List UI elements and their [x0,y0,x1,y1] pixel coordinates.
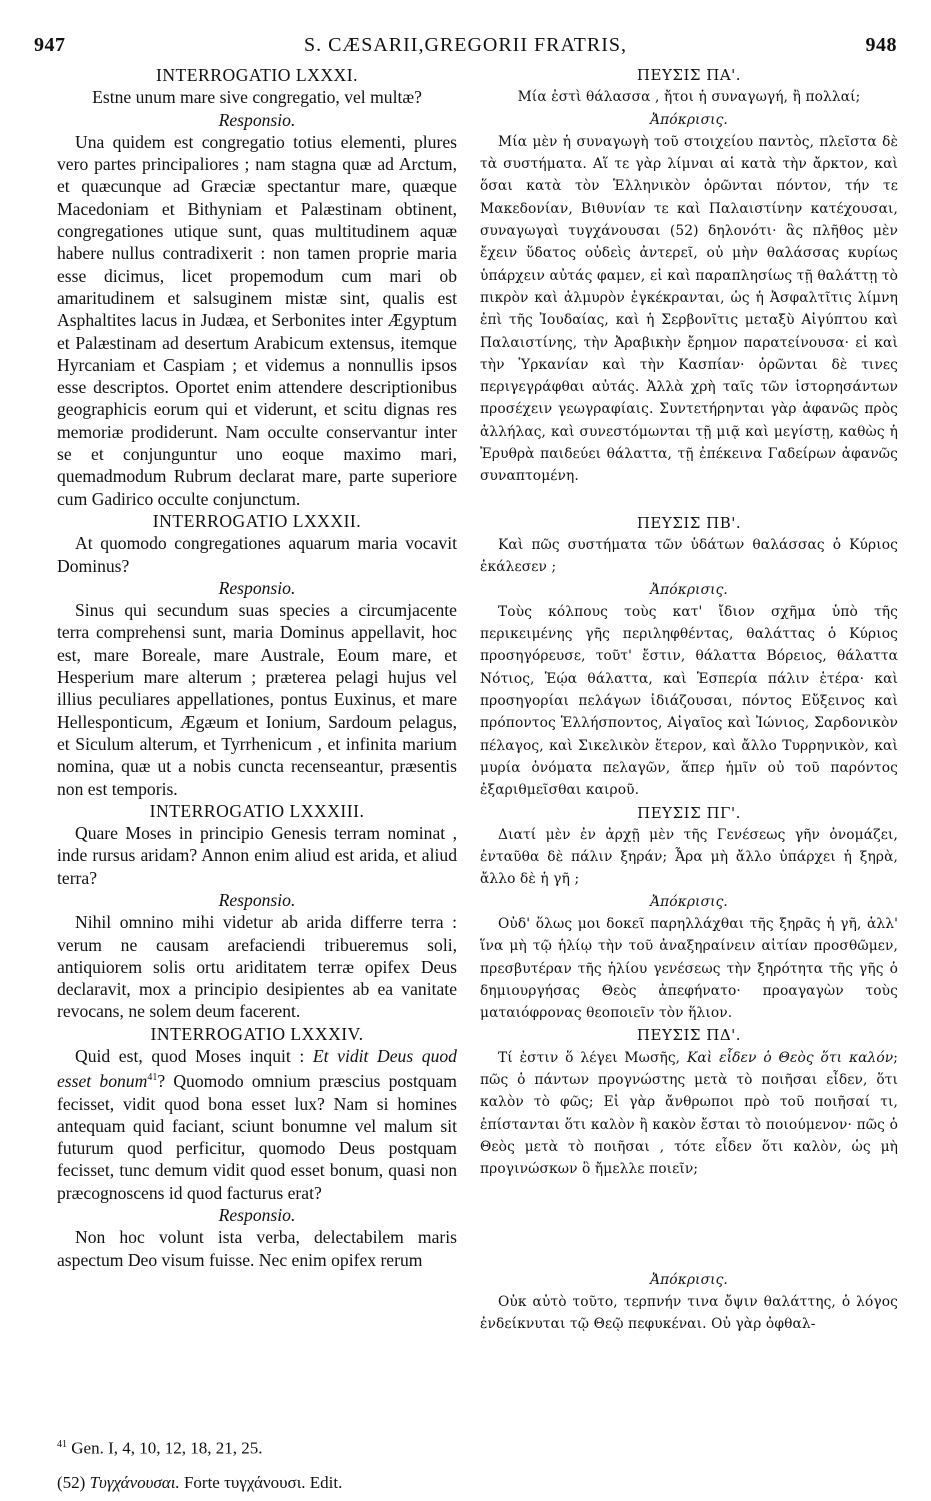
section-title: ΠΕΥΣΙΣ ΠΓ'. [637,803,741,822]
footnotes [57,1428,477,1500]
question: Διατί μὲν ἐν ἀρχῇ μὲν τῆς Γενέσεως γῆν ὀνομάζει, ἐνταῦθα δὲ πάλιν ξηράν; Ἆρα μὴ ἄλλο ὑπάρχει ἡ ξηρὰ, ἄλλο δὲ ἡ γῆ ; [480,826,898,888]
responsio-label: Responsio. [218,889,296,910]
section-title: ΠΕΥΣΙΣ ΠΑ'. [636,66,742,84]
footnote-text: Forte τυγχάνουσι. Edit. [179,1472,343,1492]
page-number-right: 948 [865,33,897,56]
answer: Μία μὲν ἡ συναγωγὴ τοῦ στοιχείου παντὸς, πλεῖστα δὲ τὰ συστήματα. Αἵ τε γὰρ λίμναι αἱ κατὰ τὴν ἄρκτον, καὶ ὅσαι κατὰ τὸν Ἑλληνικὸν ὁρῶνται πόντον, τήν τε Μακεδονίαν, Βιθυνίαν τε καὶ Παλαιστίνην κατέχουσαι, συναγωγαὶ τυγχάνουσαι (52) δηλονότι· ἃς πλῆθος μὲν ἔχειν ὕδατος οὐδεὶς ἀντερεῖ, οὐ μὴν θαλάσσας κυρίως ὑπάρχειν αὐτάς φαμεν, εἰ καὶ παραπλησίως τῇ θαλάττῃ τὸ πικρὸν καὶ ἁλμυρὸν ἐγκέκρανται, ὡς ἡ Ἀσφαλτῖτις λίμνη ἐπὶ τῆς Ἰουδαίας, καὶ ἡ Σερβονῖτις μεταξὺ Αἰγύπτου καὶ Παλαιστίνης, τὴν Ἀραβικὴν ἔρημον παρατείνουσα· εἰ καὶ τὴν Ὑρκανίαν καὶ τὴν Κασπίαν· ὁρῶνται δὲ τινες περιγεγράφθαι αὐτάς. Ἀλλὰ χρὴ ταῖς τῶν ἱστορησάντων προσέχειν γεωγραφίαις. Συντετήρηνται γὰρ ἀφανῶς πρὸς ἀλλήλας, καὶ συνεστόμωνται τῇ μιᾷ καὶ μεγίστῃ, καθὼς ἡ Ἐρυθρὰ παιδεύει θάλαττα, τῇ ἐπέκεινα Γαδείρων ἀφανῶς συναπτομένη. [480,133,898,485]
answer: Οὐδ' ὅλως μοι δοκεῖ παρηλλάχθαι τῆς ξηρᾶς ἡ γῆ, ἀλλ' ἵνα μὴ τῷ ἡλίῳ τὴν τοῦ ἀναξηραίνειν αἰτίαν προσθῶμεν, πρεσβυτέραν τῆς ἡλίου γενέσεως τὴν ξηρότητα τῆς γῆς ὁ δημιουργήσας Θεὸς ἀπεφήνατο· προαγαγὼν τοὺς ματαιόφρονας θεοποιεῖν τὸν ἥλιον. [480,915,898,1022]
question: Quare Moses in principio Genesis terram nominat , inde rursus aridam? Annon enim aliud est arida, et aliud terra? [57,823,457,888]
question-text: Quid est, quod Moses inquit : [75,1046,313,1067]
apokrisis-label: Ἀπόκρισις. [650,111,728,128]
footnote-greek: Τυγχάνουσαι. [89,1472,180,1492]
section-title: INTERROGATIO LXXXIV. [150,1023,364,1044]
section-title: INTERROGATIO LXXXI. [155,65,359,85]
responsio-label: Responsio. [218,577,296,598]
question: Μία ἐστὶ θάλασσα , ἤτοι ἡ συναγωγή, ἢ πολλαί; [517,89,861,106]
scripture-quote: Καὶ εἶδεν ὁ Θεὸς ὅτι καλόν [686,1049,894,1066]
apokrisis-label: Ἀπόκρισις. [650,1271,728,1288]
answer: Nihil omnino mihi videtur ab arida differre terra : verum ne causam arefaciendi tribueremus soli, antiquiorem solis ortu ariditatem terræ opifex Deus declaravit, mox a principio desipientes ab ea vanitate revocans, ne solem deum facerent. [57,912,457,1022]
question-text: Τί ἐστιν ὅ λέγει Μωσῆς, [498,1049,687,1066]
question-text: ? Quomodo omnium præscius postquam fecisset, vidit quod bona esset lux? Nam si homines antequam quid faciant, sciunt bonumne vel malum sit futurum quod perficitur, quomodo Deus postquam fecisset, tunc demum vidit quod esset bonum, quasi non præcognoscens id quod facturus erat? [57,1071,457,1203]
apokrisis-label: Ἀπόκρισις. [650,893,728,910]
greek-column [480,64,898,1335]
section-title: ΠΕΥΣΙΣ ΠΔ'. [636,1026,742,1045]
question: Estne unum mare sive congregatio, vel multæ? [92,87,422,108]
question [480,1047,898,1181]
page-number-left: 947 [34,33,66,56]
footnote-text: Gen. I, 4, 10, 12, 18, 21, 25. [71,1438,263,1458]
footnote-ref: 41 [147,1072,158,1084]
apokrisis-label: Ἀπόκρισις. [650,581,728,598]
footnote-mark: (52) [57,1472,86,1492]
responsio-label: Responsio. [218,1205,296,1225]
running-head [34,32,897,58]
answer: Οὐκ αὐτὸ τοῦτο, τερπνήν τινα ὄψιν θαλάττης, ὁ λόγος ἐνδείκνυται τῷ Θεῷ πεφυκέναι. Οὐ γὰρ ὀφθαλ- [480,1293,898,1333]
question-text: ; πῶς ὁ πάντων προγνώστης μετὰ τὸ ποιῆσαι εἶδεν, ὅτι καλὸν τὸ φῶς; Εἰ γὰρ ἄνθρωποι πρὸ τοῦ ποιῆσαί τι, ἐπίστανται ὅτι καλὸν ἢ κακὸν ἔσται τὸ ποιούμενον· πῶς ὁ Θεὸς μετὰ τὸ ποιῆσαι , τότε εἶδεν ὅτι καλὸν, ὡς μὴ προγινώσκων ὃ ἤμελλε ποιεῖν; [480,1049,898,1178]
section-title: INTERROGATIO LXXXIII. [149,800,365,821]
answer: Una quidem est congregatio totius elementi, plures vero partes principaliores ; nam stagna quæ ad Arctum, et quæcunque ad Græciæ spectantur mare, quæque Macedoniam et Bithyniam et Palæstinam obtinent, congregationes utique sunt, quas multitudinem aquæ habere nullus contradixerit : non tamen proprie maria esse dicimus, licet propemodum cum mari ob amaritudinem et salsuginem mistæ sint, qualis est Asphaltites lacus in Judæa, et Serbonites inter Ægyptum et Palæstinam ad desertum Arabicum extensus, itemque Hyrcaniam et Caspiam ; et videmus a nonnullis ipsos esse descriptos. Oportet enim attendere descriptionibus geographicis eorum qui et viderunt, et scitu dignas res memoriæ prodiderunt. Nam occulte conservantur inter se et conjunguntur uno eoque maximo mari, quemadmodum Rubrum declarat mare, parte superiore cum Gadirico occulte conjunctum. [57,131,457,509]
answer: Sinus qui secundum suas species a circumjacente terra comprehensi sunt, maria Dominus appellavit, hoc est, mare Boreale, mare Australe, Eoum mare, et Hesperium mare alterum ; præterea pelagi hujus vel illius peculiares appellationes, pontus Euxinus, et mare Hellesponticum, Ægæum et Ionium, Sardoum pelagus, et Siculum alterum, et Tyrrhenicum , et infinita marium nomina, quæ ut a nobis cuncta recenseantur, præsentis non est temporis. [57,600,457,799]
question [57,1045,457,1204]
question: At quomodo congregationes aquarum maria vocavit Dominus? [57,533,457,576]
section-title: ΠΕΥΣΙΣ ΠΒ'. [636,513,742,532]
footnote-52 [57,1466,477,1500]
footnote-mark: 41 [57,1439,67,1450]
question: Καὶ πῶς συστήματα τῶν ὑδάτων θαλάσσας ὁ Κύριος ἐκάλεσεν ; [480,536,898,576]
section-title: INTERROGATIO LXXXII. [152,510,362,531]
answer: Non hoc volunt ista verba, delectabilem maris aspectum Deo visum fuisse. Nec enim opifex rerum [57,1227,457,1270]
scripture-quote: Et vidit Deus quod esset bonum [57,1046,457,1092]
footnote-41 [57,1428,477,1466]
answer: Τοὺς κόλπους τοὺς κατ' ἴδιον σχῆμα ὑπὸ τῆς περικειμένης γῆς περιληφθέντας, θαλάττας ὁ Κύριος προσηγόρευσε, τοῦτ' ἔστιν, θάλαττα Βόρειος, θάλαττα Νότιος, Ἑῴα θάλαττα, καὶ Ἑσπερία πάλιν ἑτέρα· καὶ προσηγορίαι πελάγων ἰδιάζουσαι, πόντος Εὔξεινος καὶ πρόποντος Ἑλλήσποντος, Αἰγαῖος καὶ Ἰώνιος, Σαρδονικὸν πέλαγος, καὶ Σικελικὸν ἕτερον, καὶ ἄλλο Τυρρηνικὸν, καὶ μυρία ὀνόματα πελαγῶν, ἅπερ ἡμῖν οὐ τοῦ παρόντος ἐξαριθμεῖσθαι καιροῦ. [480,603,898,799]
responsio-label: Responsio. [218,109,296,130]
running-title: S. CÆSARII,GREGORII FRATRIS, [303,33,628,56]
latin-column [57,64,457,1271]
